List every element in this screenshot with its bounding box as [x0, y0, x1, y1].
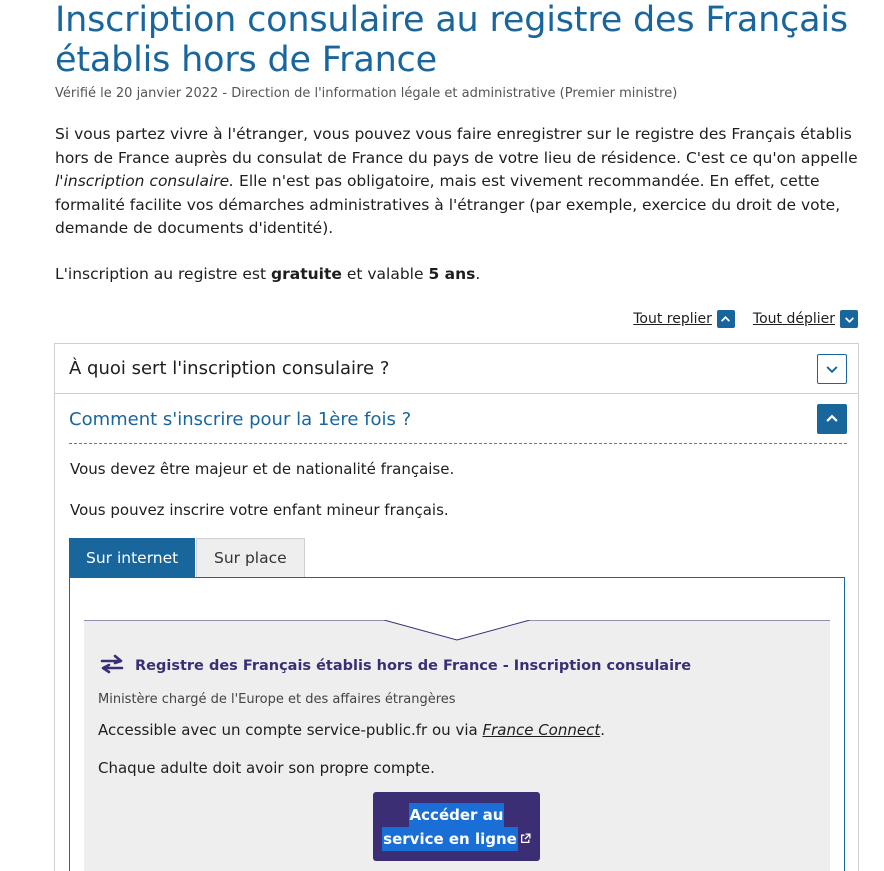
service-card	[84, 620, 830, 871]
chevron-up-icon[interactable]	[817, 404, 847, 434]
access-text: Accessible avec un compte service-public.fr ou via France Connect.	[98, 721, 605, 739]
online-service-button[interactable]: Accéder au service en ligne	[373, 792, 540, 861]
accordion-toggles	[633, 310, 858, 328]
external-link-icon	[520, 827, 531, 851]
divider	[69, 443, 847, 444]
intro-emphasis: l'inscription consulaire.	[55, 172, 235, 190]
chevron-down-icon	[840, 310, 858, 328]
verified-date: Vérifié le 20 janvier 2022 - Direction de l'information légale et administrative (Premier ministre)	[55, 86, 678, 101]
tab-panel	[69, 577, 845, 871]
adult-account-text: Chaque adulte doit avoir son propre compte.	[98, 759, 435, 777]
accordion	[54, 343, 859, 871]
tab-in-person[interactable]: Sur place	[196, 538, 305, 577]
notch-decoration	[84, 620, 830, 642]
exchange-arrows-icon	[99, 654, 125, 678]
service-title: Registre des Français établis hors de France - Inscription consulaire	[99, 654, 691, 678]
chevron-down-icon[interactable]	[817, 354, 847, 384]
ministry-text: Ministère chargé de l'Europe et des affaires étrangères	[98, 692, 456, 707]
accordion-item-register[interactable]: Comment s'inscrire pour la 1ère fois ?	[55, 394, 858, 444]
requirement-text: Vous devez être majeur et de nationalité française.	[70, 460, 455, 478]
page-title: Inscription consulaire au registre des Français établis hors de France	[55, 0, 848, 80]
accordion-item-purpose[interactable]: À quoi sert l'inscription consulaire ?	[55, 344, 858, 394]
expand-all-link[interactable]: Tout déplier	[753, 310, 858, 328]
intro-paragraph: Si vous partez vivre à l'étranger, vous pouvez vous faire enregistrer sur le registre des Français établis hors de France auprès du consulat de France du pays de votre lieu de résidence. C'est ce qu'on appelle l'inscription consulaire. Elle n'est pas obligatoire, mais est vivement recommandée. En effet, cette formalité facilite vos démarches administratives à l'étranger (par exemple, exercice du droit de vote, demande de documents d'identité).	[55, 125, 858, 237]
collapse-all-link[interactable]: Tout replier	[633, 310, 735, 328]
tab-online[interactable]: Sur internet	[69, 538, 195, 577]
chevron-up-icon	[717, 310, 735, 328]
free-paragraph: L'inscription au registre est gratuite et valable 5 ans.	[55, 265, 481, 283]
france-connect-link[interactable]: France Connect	[482, 721, 601, 739]
minor-text: Vous pouvez inscrire votre enfant mineur français.	[70, 501, 449, 519]
